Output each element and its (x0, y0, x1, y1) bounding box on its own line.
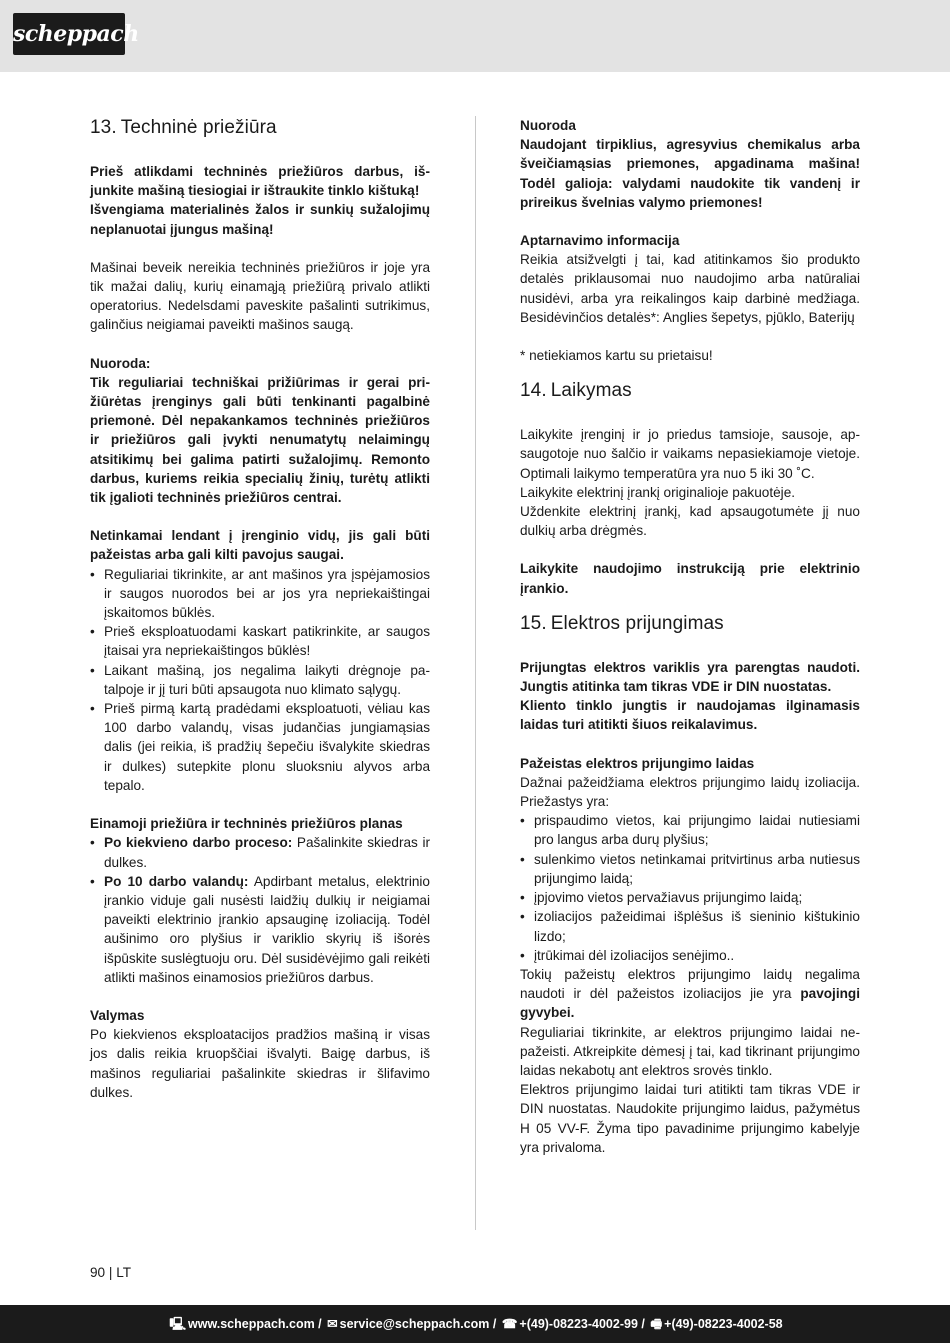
website-link[interactable]: www.scheppach.com / (188, 1317, 322, 1331)
list-item: • prispaudimo vietos, kai prijungimo laidai nutiesiami pro langus arba durų plyšius; (520, 811, 860, 849)
right-column (520, 116, 860, 1157)
cleaning-text: Po kiekvienos eksploatacijos pradžios mašiną ir visas jos dalis reikia kruopščiai išvalyti. Baigę darbus, iš mašinos reguliariai pašalinkite skiedras ir šlifavimo dulkes. (90, 1027, 430, 1100)
left-column (90, 116, 430, 1102)
list-item: • Po kiekvieno darbo proceso: Pašalinkite skiedras ir dulkes. (90, 833, 430, 871)
list-item: • Po 10 darbo valandų: Apdirbant metalus, elektrinio įrankio viduje gali nusėsti laidžių dulkių ir neigiamai paveikti elektrinio įrankio apsauginę izoliaciją. Todėl aušinimo oro plyšius ir variklio skyrių iš išorės išpūskite suslėgtuoju oru. Dėl susidėvėjimo gali reikėti atlikti mašinos einamosios priežiūros darbus. (90, 872, 430, 987)
warning-text: Išvengiama materialinės žalos ir sunkių sužalojimų neplanuotai įjungus mašiną! (90, 202, 430, 237)
email-link[interactable]: service@scheppach.com / (339, 1317, 497, 1331)
warning-text: Prieš atlikdami techninės priežiūros darbus, išjunkite mašiną tiesiogiai ir ištraukite tinklo kištuką! (90, 164, 430, 199)
fax-number: +(49)-08223-4002-58 (664, 1317, 783, 1331)
page-number: 90 | LT (90, 1265, 132, 1280)
list-item: • Reguliariai tikrinkite, ar ant mašinos yra įspėjamosios ir saugos nuorodos bei ar jos yra nepriekaištingai įskaitomos būklės. (90, 565, 430, 623)
note-label: Nuoroda: (90, 355, 151, 371)
list-item: • Prieš eksploatuodami kaskart patikrinkite, ar saugos įtaisai yra nepriekaištingos būklės! (90, 622, 430, 660)
cleaning-title: Valymas (90, 1007, 145, 1023)
list-item: • sulenkimo vietos netinkamai pritvirtinus arba nutiesus prijungimo laidą; (520, 850, 860, 888)
contact-bar (0, 1305, 950, 1343)
service-text: Reikia atsižvelgti į tai, kad atitinkamos šio produkto detalės priklausomai nuo naudojimo arba natūraliai nusidėvi, arba yra reikalingos kaip darbinė medžiaga. Besidėvinčios detalės*: Anglies šepetys, pjūklo, Baterijų (520, 252, 860, 325)
storage-text: Laikykite elektrinį įrankį originalioje pakuotėje. (520, 484, 796, 500)
storage-bold: Laikykite naudojimo instrukciją prie elektrinio įrankio. (520, 561, 860, 596)
list-item: • Prieš pirmą kartą pradėdami eksploatuoti, vėliau kas 100 darbo valandų, visas judančias jungiamąsias dalis (jei reikia, iš pradžių šepečiu išvalykite skiedras ir dulkes) sutepkite plonu sluoksniu alyvos arba tepalo. (90, 699, 430, 795)
electric-bold: Kliento tinklo jungtis ir naudojamas ilginamasis laidas turi atitikti šiuos reikalavimus. (520, 698, 860, 733)
service-title: Aptarnavimo informacija (520, 233, 680, 249)
phone-number: +(49)-08223-4002-99 / (519, 1317, 645, 1331)
danger-text: Netinkamai lendant į įrenginio vidų, jis gali būti pažeistas arba gali kilti pavojus saugai. (90, 528, 430, 563)
list-item: • įtrūkimai dėl izoliacijos senėjimo.. (520, 946, 860, 965)
section-15-heading: 15. Elektros prijungimas (520, 612, 724, 634)
fax-icon: 🖷 (650, 1317, 663, 1331)
cable-list (520, 811, 860, 965)
electric-bold: Prijungtas elektros variklis yra parengtas naudoti. Jungtis atitinka tam tikras VDE ir DIN nuostatas. (520, 659, 860, 695)
cable-intro: Dažnai pažeidžiama elektros prijungimo laidų izoliacija. Priežastys yra: (520, 774, 860, 810)
column-divider (475, 116, 476, 1230)
storage-text: Laikykite įrenginį ir jo priedus tamsioje, sausoje, apsaugotoje nuo šalčio ir vaikams nepasiekiamoje vietoje. Optimali laikymo temperatūra yra nuo 5 iki 30 ˚C. (520, 427, 860, 481)
list-item: • izoliacijos pažeidimai išplėšus iš sieninio kištukinio lizdo; (520, 907, 860, 945)
list-item: • įpjovimo vietos pervažiavus prijungimo laidą; (520, 888, 860, 907)
note-text: Tik reguliariai techniškai prižiūrimas ir gerai prižiūrėtas įrenginys gali būti tenkinanti pagalbinė priemonė. Dėl nepakankamos techninės priežiūros ir priežiūros gali įvykti nenumatytų nelaimingų atsitikimų bei galima patirti sužalojimų. Remonto darbus, kuriems reikia specialių žinių, turėtų atlikti tik įgalioti techninės priežiūros centrai. (90, 374, 430, 506)
computer-icon: 🖳 (169, 1317, 187, 1331)
phone-icon: ☎ (501, 1317, 518, 1331)
cable-title: Pažeistas elektros prijungimo laidas (520, 755, 755, 771)
note-label: Nuoroda (520, 118, 576, 133)
plan-list (90, 833, 430, 987)
cable-paragraph: Tokių pažeistų elektros prijungimo laidų negalima naudoti ir dėl pažeistos izoliacijos jie yra pavojingi gyvybei. (520, 966, 860, 1021)
footnote: * netiekiamos kartu su prietaisu! (520, 348, 713, 364)
storage-text: Uždenkite elektrinį įrankį, kad apsaugotumėte jį nuo dulkių arba drėgmės. (520, 504, 860, 539)
safety-list (90, 565, 430, 795)
cable-paragraph: Elektros prijungimo laidai turi atitikti tam tikras VDE ir DIN nuostatas. Naudokite prijungimo laidus, pažymėtus H 05 VV-F. Žyma tipo pavadinime prijungimo kabelyje yra privaloma. (520, 1082, 860, 1155)
header-bar (0, 0, 950, 72)
section-13-heading: 13. Techninė priežiūra (90, 117, 277, 138)
intro-paragraph: Mašinai beveik nereikia techninės priežiūros ir joje yra tik mažai dalių, kurių einamąją priežiūrą privalo atlikti operatorius. Nedelsdami paveskite pašalinti sutrikimus, galinčius neigiamai paveikti mašinos saugą. (90, 259, 430, 333)
brand-logo: scheppach (13, 13, 125, 55)
section-14-heading: 14. Laikymas (520, 380, 632, 402)
note-text: Naudojant tirpiklius, agresyvius chemikalus arba šveičiamąsias priemones, apgadinama mašina! Todėl galioja: valydami naudokite tik vandenį ir prireikus švelnias valymo priemones! (520, 137, 860, 210)
list-item: • Laikant mašiną, jos negalima laikyti drėgnoje patalpoje ir jį turi būti apsaugota nuo klimato sąlygų. (90, 661, 430, 699)
plan-title: Einamoji priežiūra ir techninės priežiūros planas (90, 816, 403, 832)
cable-paragraph: Reguliariai tikrinkite, ar elektros prijungimo laidai nepažeisti. Atkreipkite dėmesį į tai, kad tikrinant prijungimo laidas nekabotų ant elektros srovės tinklo. (520, 1024, 860, 1078)
mail-icon: ✉ (327, 1317, 338, 1331)
